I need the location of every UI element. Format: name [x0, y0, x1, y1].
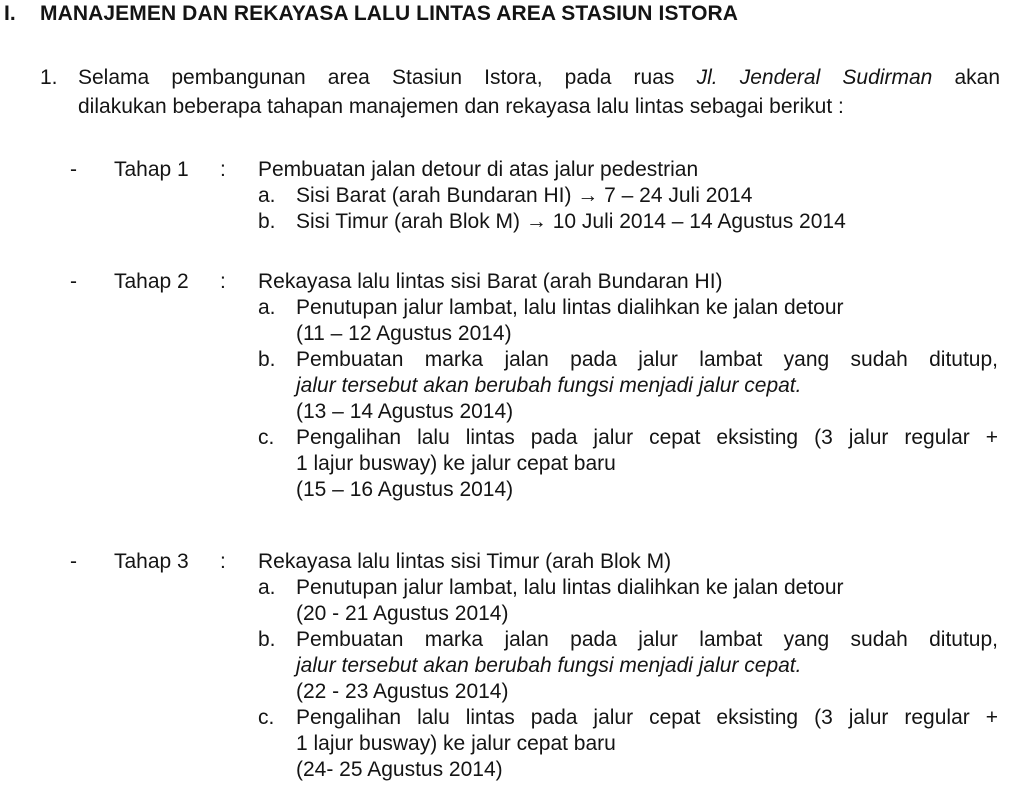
- intro-number: 1.: [40, 66, 58, 89]
- stage-colon: :: [220, 158, 226, 181]
- street-name: Jl. Jenderal Sudirman: [696, 66, 933, 89]
- list-item: c. Pengalihan lalu lintas pada jalur cepat eksisting (3 jalur regular + 1 lajur busway) ke jalur cepat baru (24- 25 Agustus 2014): [258, 706, 998, 781]
- list-item: c. Pengalihan lalu lintas pada jalur cepat eksisting (3 jalur regular + 1 lajur busway) ke jalur cepat baru (15 – 16 Agustus 2014): [258, 426, 998, 501]
- stage-dash: -: [70, 270, 77, 293]
- list-item: b. Sisi Timur (arah Blok M) → 10 Juli 2014 – 14 Agustus 2014: [258, 210, 846, 233]
- list-item: a. Penutupan jalur lambat, lalu lintas dialihkan ke jalan detour (20 - 21 Agustus 2014): [258, 576, 844, 625]
- intro-paragraph: [40, 63, 1000, 121]
- stage-dash: -: [70, 158, 77, 181]
- stage-title: Rekayasa lalu lintas sisi Timur (arah Blok M): [258, 550, 672, 573]
- stage-items: [258, 575, 998, 783]
- list-item: b. Pembuatan marka jalan pada jalur lambat yang sudah ditutup, jalur tersebut akan berubah fungsi menjadi jalur cepat. (22 - 23 Agustus 2014): [258, 628, 998, 703]
- section-heading: [4, 2, 738, 26]
- stage-title: Rekayasa lalu lintas sisi Barat (arah Bundaran HI): [258, 270, 723, 293]
- list-item: b. Pembuatan marka jalan pada jalur lambat yang sudah ditutup, jalur tersebut akan berubah fungsi menjadi jalur cepat. (13 – 14 Agustus 2014): [258, 348, 998, 423]
- section-title: MANAJEMEN DAN REKAYASA LALU LINTAS AREA STASIUN ISTORA: [40, 2, 739, 25]
- list-item: a. Sisi Barat (arah Bundaran HI) → 7 – 24 Juli 2014: [258, 184, 753, 207]
- stage-label: Tahap 3: [114, 550, 189, 573]
- stage-dash: -: [70, 550, 77, 573]
- stage-colon: :: [220, 270, 226, 293]
- stage-items: [258, 295, 998, 503]
- section-number: I.: [4, 2, 16, 25]
- list-item: a. Penutupan jalur lambat, lalu lintas dialihkan ke jalan detour (11 – 12 Agustus 2014): [258, 296, 844, 345]
- intro-line-1: Selama pembangunan area Stasiun Istora, pada ruas Jl. Jenderal Sudirman akan: [78, 66, 1001, 89]
- stage-items: [258, 183, 998, 235]
- stage-colon: :: [220, 550, 226, 573]
- stage-label: Tahap 1: [114, 158, 189, 181]
- stage-title: Pembuatan jalan detour di atas jalur pedestrian: [258, 158, 699, 181]
- intro-line-2: dilakukan beberapa tahapan manajemen dan rekayasa lalu lintas sebagai berikut :: [78, 95, 844, 118]
- stage-label: Tahap 2: [114, 270, 189, 293]
